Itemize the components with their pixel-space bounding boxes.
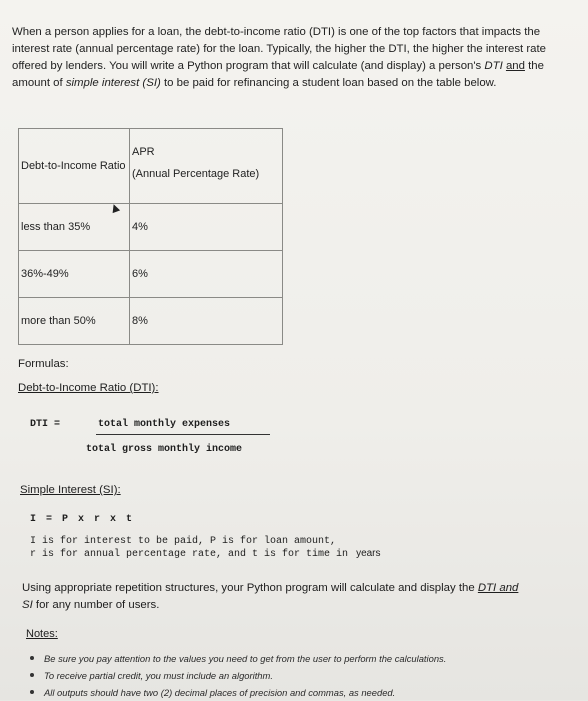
header-dti-cell: Debt-to-Income Ratio bbox=[19, 129, 130, 204]
task-si: SI bbox=[22, 599, 33, 611]
note-text: To receive partial credit, you must include an algorithm. bbox=[44, 670, 273, 681]
task-paragraph bbox=[22, 580, 562, 614]
bullet-icon bbox=[30, 656, 34, 660]
si-formula: I = P x r x t bbox=[30, 514, 135, 525]
bullet-icon bbox=[30, 673, 34, 677]
si-explanation-2-text: r is for annual percentage rate, and t is for time in bbox=[30, 549, 349, 560]
intro-paragraph bbox=[12, 24, 572, 92]
table-row bbox=[19, 251, 283, 298]
notes-list bbox=[30, 650, 550, 701]
si-explanation-2 bbox=[30, 548, 381, 560]
apr-cell: 8% bbox=[130, 298, 283, 345]
dti-numerator: total monthly expenses bbox=[98, 419, 231, 430]
dti-formula-title: Debt-to-Income Ratio (DTI): bbox=[18, 382, 159, 394]
dti-cell: more than 50% bbox=[19, 298, 130, 345]
list-item bbox=[30, 684, 550, 701]
apr-table-header bbox=[19, 129, 283, 204]
dti-denominator: total gross monthly income bbox=[86, 444, 243, 455]
note-text: All outputs should have two (2) decimal places of precision and commas, as needed. bbox=[44, 687, 396, 698]
intro-si-word: simple interest (SI) bbox=[65, 77, 161, 89]
note-text: Be sure you pay attention to the values you need to get from the user to perform the calculations. bbox=[44, 653, 447, 664]
list-item bbox=[30, 667, 550, 684]
dti-cell: 36%-49% bbox=[19, 251, 130, 298]
intro-dti-word: DTI bbox=[484, 60, 503, 72]
si-formula-title: Simple Interest (SI): bbox=[20, 484, 121, 496]
apr-cell: 6% bbox=[130, 251, 283, 298]
intro-text-2: the amount of bbox=[12, 60, 544, 89]
dti-formula-lhs: DTI = bbox=[30, 419, 61, 430]
task-text-1: Using appropriate repetition structures, your Python program will calculate and display the bbox=[22, 582, 478, 594]
list-item bbox=[30, 650, 550, 667]
table-row bbox=[19, 204, 283, 251]
intro-text-1: When a person applies for a loan, the debt-to-income ratio (DTI) is one of the top factors that impacts the interest rate (annual percentage rate) for the loan. Typically, the higher the DTI, the higher the interest rate offered by lenders. You will write a Python program that will calculate (and display) a person's bbox=[12, 26, 546, 72]
task-dti-and: DTI and bbox=[477, 582, 519, 594]
header-apr-sublabel: (Annual Percentage Rate) bbox=[132, 168, 260, 180]
si-explanation-1: I is for interest to be paid, P is for loan amount, bbox=[30, 536, 337, 547]
si-explanation-2-tail: years bbox=[356, 548, 381, 559]
apr-cell: 4% bbox=[130, 204, 283, 251]
header-apr-label: APR bbox=[132, 146, 155, 158]
fraction-bar bbox=[96, 434, 270, 435]
notes-label: Notes: bbox=[26, 628, 58, 640]
task-text-2: for any number of users. bbox=[32, 599, 160, 611]
dti-cell: less than 35% bbox=[19, 204, 130, 251]
intro-text-3: to be paid for refinancing a student loan based on the table below. bbox=[160, 77, 497, 89]
table-row bbox=[19, 298, 283, 345]
apr-table bbox=[18, 128, 283, 345]
intro-and-word: and bbox=[505, 60, 525, 72]
bullet-icon bbox=[30, 690, 34, 694]
header-apr-cell bbox=[130, 129, 283, 204]
formulas-label: Formulas: bbox=[18, 358, 69, 370]
